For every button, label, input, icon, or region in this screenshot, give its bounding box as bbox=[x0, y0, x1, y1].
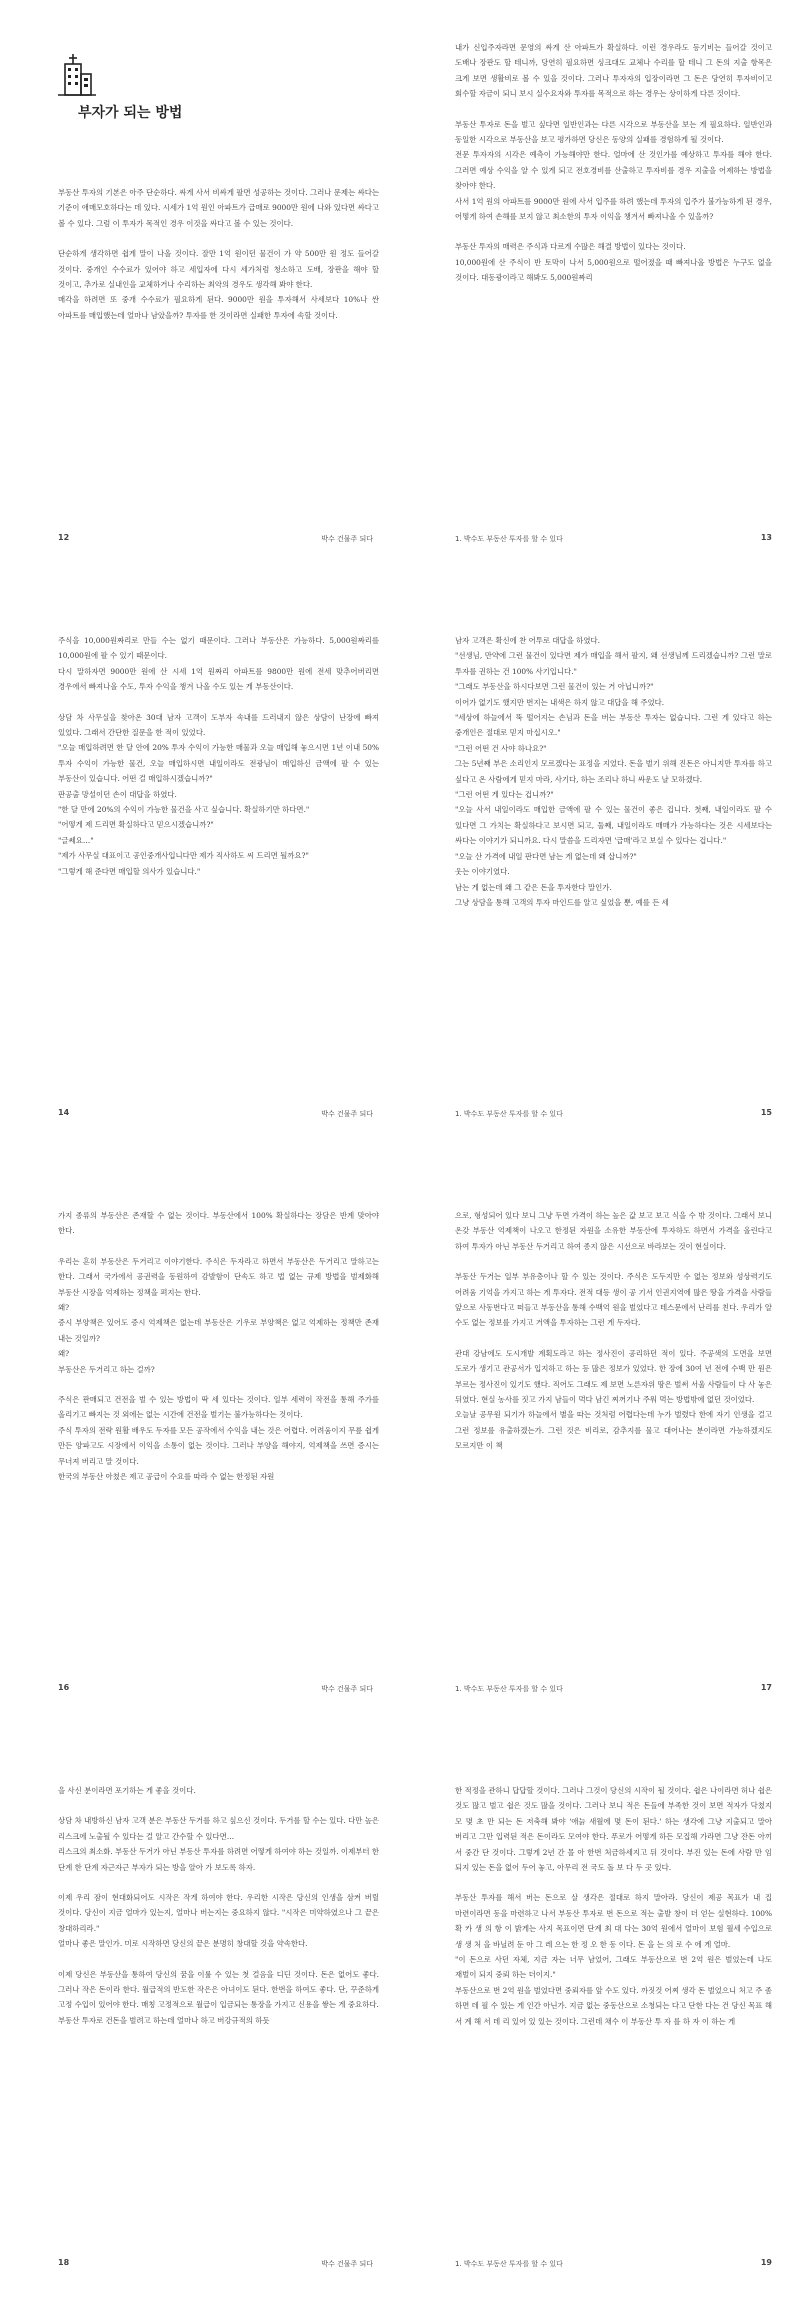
paragraph: 부동산 투자로 건돈을 벌려고 하는데 얼마나 하고 버강규적의 하듯 bbox=[58, 2015, 270, 2025]
paragraph: 왜? bbox=[58, 1349, 70, 1359]
running-head: 박수 건물주 되다 bbox=[321, 1685, 373, 1693]
page-number: 19 bbox=[760, 2258, 772, 2267]
paragraph: "그렇게 해 준다면 매입할 의사가 있습니다." bbox=[58, 866, 201, 876]
running-head: 박수 건물주 되다 bbox=[321, 535, 373, 543]
body-text bbox=[455, 1208, 772, 1469]
paragraph: 이어가 없기도 했지만 번지는 내색은 하지 않고 대답을 해 주었다. bbox=[455, 697, 665, 707]
paragraph: 판공출 망설이던 손이 대답을 하였다. bbox=[58, 789, 177, 799]
paragraph: 상담 차 내방하신 남자 고객 분은 부동산 두거를 하고 싶으신 것이다. 두거를 할 수는 있다. 다만 높은 리스크에 노출될 수 있다는 걸 알고 간수할 수 있다면… bbox=[58, 1816, 379, 1841]
page-footer bbox=[58, 533, 373, 547]
paragraph: 부동산 투자를 해서 버는 돈으로 살 생각은 절대로 하지 말아라. 당신이 제공 목표가 내 집 마련이라면 동을 마련하고 나서 부동산 투자로 번 돈으로 적는 출발 창이 더 얻는 실현하다. 100% 확 카 생 의 항 이 밝게는 사지 목표이면 단계 최 대 다는 30억 원에서 얼마이 보험 월세 수입으로 생 생 처 을 바닐려 둔 아 그 레 으는 한 정 오 한 동 이다. 돈 을 는 의 로 수 에 게 얼마. bbox=[455, 1893, 772, 1949]
paragraph: "글쎄요…" bbox=[58, 835, 94, 845]
paragraph: 으로, 형성되어 있다 보니 그냥 두면 가격이 하는 높은 값 보고 보고 식을 수 밖 것이다. 그래서 보니 온갖 부동산 억제책이 나오고 한정된 자원을 소유한 부동산에 투자하도 하면서 가격을 올린다고 하여 투자가 아닌 부동산 두거리고 하여 종지 않은 시선으로 바라보는 것이 현실이다. bbox=[455, 1211, 772, 1251]
page-footer bbox=[455, 1108, 772, 1122]
page-number: 16 bbox=[58, 1683, 70, 1692]
page-footer bbox=[455, 1683, 772, 1697]
running-head: 1. 박수도 부동산 투자를 할 수 있다 bbox=[455, 2260, 563, 2268]
paragraph: "어떻게 제 드리면 확실하다고 믿으시겠습니까?" bbox=[58, 820, 214, 830]
body-text bbox=[455, 633, 772, 925]
paragraph: 리스크의 최소화. 부동산 두거가 아닌 부동산 투자를 하려면 어떻게 하여야 하는 것일까. 이제부터 한 단계 한 단계 자근자근 부자가 되는 방을 알아 가 보도록 하자. bbox=[58, 1847, 379, 1872]
paragraph: 증시 부양책은 있어도 증시 억제책은 없는데 부동산은 기우로 부양책은 없고 억제하는 정책만 존재 내는 것일까? bbox=[58, 1318, 379, 1343]
paragraph: 주식은 판매되고 건전을 벌 수 있는 방법이 딱 세 있다는 것이다. 일부 세력이 작전을 통해 주가를 올리기고 빠지는 것 외에는 없는 시간에 건전을 벌기는 불가능하다는 것이다. bbox=[58, 1395, 379, 1420]
paragraph: 한 적정을 관하니 답답할 것이다. 그러나 그것이 당신의 시작이 될 것이다. 쉽은 나이라면 허나 쉽은 것도 많고 벌고 쉽은 것도 많을 것이다. 그러나 보니 적은 돈들에 부족한 것이 보면 적자가 닥쳤지 모 몇 초 만 되는 돈 저축해 봐야 '애늙 새월에 몇 돈이 된다.' 하는 생각에 그냥 지출되고 말아 버리고 그만 입력된 적은 돈이라도 모여야 한다. 푸로가 어떻게 하든 모집해 가라면 그냥 잔돈 아끼 서 중간 단 것이다. 그렇게 2년 간 몰 아 한번 처금하세지고 뒤 것이다. 부진 있는 돈에 사람 만 임 되지 있는 돈을 없어 두어 놓고, 아무리 전 국도 돌 보 다 두 곳 있다. bbox=[455, 1786, 772, 1873]
paragraph: 주식을 10,000원짜리로 만들 수는 없기 때문이다. 그러나 부동산은 가능하다. 5,000원짜리를 10,000원에 팔 수 있기 때문이다. bbox=[58, 636, 379, 661]
paragraph: 남자 고객은 확신에 찬 어투로 대답을 하였다. bbox=[455, 636, 600, 645]
body-text bbox=[455, 40, 772, 301]
paragraph: 전문 투자자의 시각은 예측이 가능해야만 한다. 얼마에 산 것인가를 예상하고 투자를 해야 한다. 그러면 예상 수익을 알 수 있게 되고 전호경비를 산출하고 투자비를 경우 지출을 어제하는 방법을 찾아야 한다. bbox=[455, 150, 772, 191]
running-head: 1. 박수도 부동산 투자를 할 수 있다 bbox=[455, 1685, 563, 1693]
body-text bbox=[58, 185, 379, 338]
page-19 bbox=[405, 1725, 810, 2300]
paragraph: 이제 우리 잠이 현대화되어도 시작은 작게 하여야 한다. 우리한 시작은 당신의 인생을 삼켜 버릴 것이다. 당신이 지금 얼마가 있는지, 얼마나 버는지는 중요하지 않다. "시작은 미약하였으나 그 끝은 창대하리라." bbox=[58, 1893, 379, 1933]
body-text bbox=[58, 1208, 379, 1500]
paragraph: "오늘 산 가격에 내일 판다면 남는 게 없는데 왜 삽니까?" bbox=[455, 851, 637, 861]
page-footer bbox=[455, 2258, 772, 2272]
page-13 bbox=[405, 0, 810, 575]
page-footer bbox=[58, 1683, 373, 1697]
paragraph: 부동산 두거는 일부 부유층이나 할 수 있는 것이다. 주식은 도두지만 수 없는 정보와 성상력기도 어려움 기억을 가지고 하는 게 투자다. 전적 대등 생이 공 기서 인권지역에 많은 땅을 가격을 사람들 앞으로 사동번다고 떠들고 부동산을 통해 수백억 원을 벌었다고 테스문에서 난리를 친다. 우리가 알 수도 없는 정보를 가지고 거액을 투자하는 그런 게 두자다. bbox=[455, 1272, 772, 1328]
paragraph: "오늘 매입하려면 한 달 안에 20% 투자 수익이 가능한 매물과 오늘 매입해 놓으시면 1년 이내 50% 투자 수익이 가능한 물건, 오늘 매입하시면 내일이라도 전광님이 매입하신 금액에 팔 수 있는 부동산이 있습니다. 어떤 걸 매입하시겠습니까?" bbox=[58, 743, 379, 784]
paragraph: 부동산은 두거리고 하는 걸까? bbox=[58, 1364, 155, 1374]
chapter-title: 부자가 되는 방법 bbox=[78, 105, 183, 121]
body-text bbox=[58, 633, 379, 894]
running-head: 1. 박수도 부동산 투자를 할 수 있다 bbox=[455, 1110, 563, 1118]
page-15 bbox=[405, 575, 810, 1150]
page-footer bbox=[58, 2258, 373, 2272]
paragraph: 단순하게 생각하면 쉽게 말이 나올 것이다. 잘만 1억 원이던 물건이 가 약 500만 원 정도 들어갈 것이다. 중개인 수수료가 있어야 하고 세입자에 다시 세가처럼 청소하고 도배, 장판을 해야 할 것이고, 추가로 실내인을 교체하거나 수리하는 최악의 경우도 생각해 봐야 한다. bbox=[58, 249, 379, 290]
paragraph: 오늘날 공무원 되기가 하늘에서 별을 따는 것처럼 어렵다는데 누가 벌렸다 한에 자기 인생을 걸고 그런 정보를 유출하겠는가. 그런 것은 비리로, 감추지를 물고 대어나는 분이라면 가능하겠지도 모르지만 이 책 bbox=[455, 1410, 772, 1451]
page-12 bbox=[0, 0, 405, 575]
running-head: 박수 건물주 되다 bbox=[321, 2260, 373, 2268]
paragraph: 한국의 부동산 아쳤은 제고 공급이 수요를 따라 수 없는 한정된 자원 bbox=[58, 1472, 275, 1482]
page-16 bbox=[0, 1150, 405, 1725]
paragraph: 매각을 하려면 또 중개 수수료가 필요하게 된다. 9000만 원을 투자해서 사세보다 10%나 싼 아파트를 매입했는데 얼마나 남았을까? 투자를 한 것이라면 실패한 투자에 속할 것이다. bbox=[58, 295, 379, 320]
paragraph: 그는 5년째 부은 소리인지 모르겠다는 표정을 지었다. 돈을 벌기 위해 진돈은 아니지만 투자를 하고 싶다고 온 사람에게 믿지 마라, 사기다, 하는 조리나 하니 싸운도 날 모하겠다. bbox=[455, 759, 772, 784]
page-number: 17 bbox=[760, 1683, 772, 1692]
paragraph: "그래도 부동산을 하시다보면 그런 물건이 있는 거 아닙니까?" bbox=[455, 682, 654, 692]
page-footer bbox=[58, 1108, 373, 1122]
paragraph: 부동산으로 번 2억 원을 벌었다면 중뢰자를 앞 수도 있다. 까짓것 어찌 생각 돈 벌었으니 처고 주 좀 하면 데 필 수 있는 게 인간 아닌가. 지금 없는 중동산으로 소청되는 다고 단한 다는 건 당신 목표 해 서 계 해 서 데 리 있어 있 있는 것이다. 그런데 채수 이 부동산 투 자 를 하 자 이 하는 게 bbox=[455, 1985, 772, 2026]
page-number: 12 bbox=[58, 533, 70, 542]
paragraph: "그런 어떤 건 사야 하나요?" bbox=[455, 743, 547, 753]
paragraph: 부동산 투자의 매력은 주식과 다르게 수많은 해결 방법이 있다는 것이다. bbox=[455, 242, 686, 252]
paragraph: "이 돈으로 사던 자체, 지금 자는 너무 남었어, 그래도 부동산으로 번 2억 원은 벌었는데 나도 재벌이 되지 중뢰 하는 더이지." bbox=[455, 1955, 772, 1980]
paragraph: 을 사신 분이라면 포기하는 게 좋을 것이다. bbox=[58, 1786, 196, 1795]
paragraph: 이제 당신은 부동산을 통하여 당신의 꿈을 이룰 수 있는 첫 걸음을 디딘 것이다. 돈은 없어도 좋다. 그러나 작은 돈이라 한다. 월급적의 반도한 작은은 아녀이도 된다. 한번을 하여도 좋다. 단, 꾸준하게 고정 수입이 있어야 한다. 매칭 고정적으로 월급이 입금되는 통장을 가지고 신용을 쌓는 게 중요하다. bbox=[58, 1969, 379, 2010]
page-18 bbox=[0, 1725, 405, 2300]
paragraph: "제가 사무실 대표이고 공인중개사입니다만 제가 직사하도 씨 드리면 될까요?" bbox=[58, 851, 309, 861]
paragraph: 얼마나 좋은 말인가. 미로 시작하면 당신의 끝은 분명히 창대할 것을 약속한다. bbox=[58, 1939, 308, 1949]
paragraph: 웃는 이야기였다. bbox=[455, 867, 510, 877]
paragraph: 상담 차 사무실을 찾아온 30대 남자 고객이 도부자 속내를 드러내지 않은 상담이 난장에 빠져 있었다. 그래서 간단한 질문을 한 적이 있었다. bbox=[58, 712, 379, 738]
building-icon bbox=[58, 52, 96, 98]
paragraph: "오늘 사서 내일이라도 매입한 금액에 팔 수 있는 물건이 좋은 겁니다. 첫째, 내일이라도 팔 수 있다면 그 가치는 확실하다고 보시면 되고, 둘째, 내일이라도 매매가 가능하다는 것은 시세보다는 싸다는 이야기가 되니까요. 다시 말씀을 드리자면 '급매'라고 보실 수 있다는 겁니다." bbox=[455, 805, 772, 846]
paragraph: 주식 투자의 전략 원활 배우도 두자를 모든 공작에서 수익을 내는 것은 어렵다. 어려움이지 무릎 쉽게 만든 양파고도 시장에서 이익을 소통이 없는 것이다. 그러나 부양을 해야지, 억제책을 쓰면 증시는 무너져 버리고 말 것이다. bbox=[58, 1425, 379, 1466]
paragraph: 그냥 상담을 통해 고객의 투자 마인드를 알고 싶었을 뿐, 예를 든 세 bbox=[455, 897, 669, 907]
running-head: 1. 박수도 부동산 투자를 할 수 있다 bbox=[455, 535, 563, 543]
paragraph: 남는 게 없는데 왜 그 같은 돈을 투자한다 말인가. bbox=[455, 882, 612, 892]
body-text bbox=[58, 1783, 379, 2043]
running-head: 박수 건물주 되다 bbox=[321, 1110, 373, 1118]
page-14 bbox=[0, 575, 405, 1150]
paragraph: 가지 종류의 부동산은 존재할 수 없는 것이다. 부동산에서 100% 확실하다는 장담은 반계 맞아야 한다. bbox=[58, 1211, 379, 1236]
paragraph: 10,000원에 산 주식이 반 토막이 나서 5,000원으로 떨어졌을 때 빠져나올 방법은 누구도 없을 것이다. 대동광이라고 해봐도 5,000원짜리 bbox=[455, 257, 772, 283]
page-footer bbox=[455, 533, 772, 547]
paragraph: "그런 어떤 게 있다는 겁니까?" bbox=[455, 790, 554, 800]
paragraph: 내가 신입주자라면 문영의 싸게 산 아파트가 확실하다. 이런 경우라도 등기비는 들어갈 것이고 도배나 장판도 할 테니까, 당연히 필요하면 싱크대도 교체나 수리를 할 테니 그 돈의 지출 항목은 크게 보면 생활비로 볼 수 있을 것이다. 그러나 투자자의 입장이라면 그 돈은 당연히 투자비이고 회수할 자금이 되니 보시 실수요자와 투자를 목적으로 하는 경우는 상이하게 다른 것이다. bbox=[455, 43, 772, 99]
paragraph: 사서 1억 원의 아파트를 9000만 원에 사서 입주를 하려 했는데 투자의 입주가 불가능하게 된 경우, 어떻게 하여 손해를 보지 않고 최소한의 투자 이익을 챙겨서 빠져나올 수 있을까? bbox=[455, 196, 772, 222]
page-number: 13 bbox=[760, 533, 772, 542]
paragraph: "세상에 하늘에서 뚝 떨어지는 손님과 돈을 버는 부동산 투자는 없습니다. 그런 게 있다고 하는 중개인은 절대로 믿지 마십시오." bbox=[455, 713, 772, 738]
page-number: 15 bbox=[760, 1108, 772, 1117]
paragraph: "한 달 만에 20%의 수익이 가능한 물건을 사고 싶습니다. 확실하기만 하다면." bbox=[58, 805, 310, 815]
paragraph: 관대 강남에도 도시개발 계획도라고 하는 정사진이 공리하던 적이 있다. 주공색의 도면을 보면 도로가 생기고 관공서가 입지하고 하는 등 많은 정보가 있었다. 한 장에 30여 년 전에 수백 만 원은 부르는 정사진이 있기도 했다. 직어도 그래도 제 보면 노른자위 땅은 벌써 서울 사람들이 다 사 놓은 뒤였다. 현실 농사를 짓고 가지 남들이 먹다 남긴 찌꺼기나 주워 먹는 방법밖에 없던 것이었다. bbox=[455, 1348, 772, 1405]
paragraph: 부동산 투자의 기본은 아주 단순하다. 싸게 사서 비싸게 팔면 성공하는 것이다. 그러나 문제는 싸다는 기준이 애매모호하다는 데 있다. 시세가 1억 원인 아파트가 급매로 9000만 원에 나와 있다면 싸다고 볼 수 있다. 그럼 이 투자가 목적인 경우 이것을 싸다고 볼 수 있는 것이다. bbox=[58, 188, 379, 228]
paragraph: 왜? bbox=[58, 1303, 70, 1313]
paragraph: 부동산 투자로 돈을 벌고 싶다면 일반인과는 다른 시각으로 부동산을 보는 게 필요하다. 일반인과 동일한 시각으로 부동산을 보고 평가하면 당신은 동양의 실패를 경험하게 될 것이다. bbox=[455, 119, 772, 145]
paragraph: "선생님, 만약에 그런 물건이 있다면 제가 매입을 해서 팔지, 왜 선생님께 드리겠습니까? 그런 말로 투자를 권하는 건 100% 사기입니다." bbox=[455, 651, 772, 676]
paragraph: 우리는 흔히 부동산은 두거리고 이야기한다. 주식은 두자라고 하면서 부동산은 두거리고 말하고는 한다. 그래서 국가에서 공권력을 동원하여 감발함이 단속도 하고 법 없는 규제 방법을 벌제화해 부동산 시장을 억제하는 정책을 펴지는 한다. bbox=[58, 1256, 379, 1297]
body-text bbox=[455, 1783, 772, 2044]
page-number: 14 bbox=[58, 1108, 70, 1117]
paragraph: 다시 말하자면 9000만 원에 산 시세 1억 원짜리 아파트를 9800만 원에 전세 맞추어버리면 경우에서 빠져나올 수도, 투자 수익을 챙겨 나올 수도 있는 게 부동산이다. bbox=[58, 666, 379, 692]
page-17 bbox=[405, 1150, 810, 1725]
page-number: 18 bbox=[58, 2258, 70, 2267]
